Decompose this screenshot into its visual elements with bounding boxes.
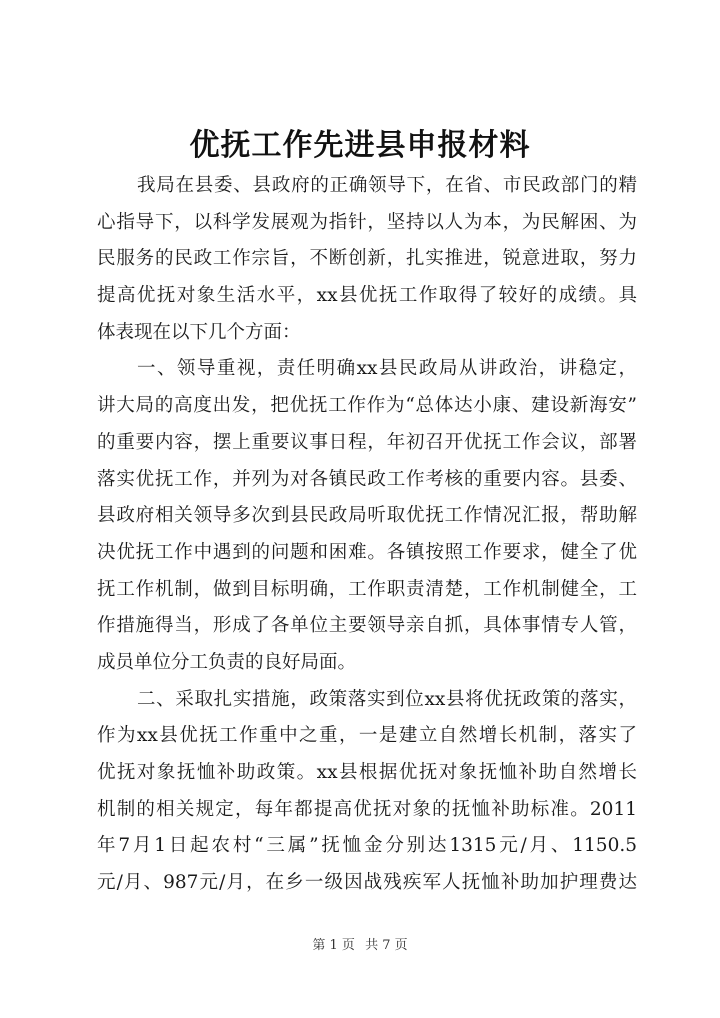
paragraph-line: 县政府相关领导多次到县民政局听取优抚工作情况汇报，帮助解 [97, 505, 637, 527]
paragraph-line: 成员单位分工负责的良好局面。 [97, 651, 357, 673]
paragraph-line: 优抚对象抚恤补助政策。xx县根据优抚对象抚恤补助自然增长 [97, 762, 637, 783]
paragraph-line: 心指导下，以科学发展观为指针，坚持以人为本，为民解困、为 [97, 211, 637, 233]
paragraph-line: 落实优抚工作，并列为对各镇民政工作考核的重要内容。县委、 [97, 468, 637, 490]
paragraph-line: 机制的相关规定，每年都提高优抚对象的抚恤补助标准。2011 [97, 798, 637, 820]
paragraph-line: 决优抚工作中遇到的问题和困难。各镇按照工作要求，健全了优 [97, 541, 637, 563]
page-number: 第 1 页 [312, 938, 355, 953]
paragraph-line: 抚工作机制，做到目标明确，工作职责清楚，工作机制健全，工 [97, 578, 637, 600]
paragraph-line: 年7月1日起农村“三属”抚恤金分别达1315元/月、1150.5 [97, 835, 637, 857]
paragraph-line: 我局在县委、县政府的正确领导下，在省、市民政部门的精 [137, 175, 637, 196]
paragraph-line: 元/月、987元/月，在乡一级因战残疾军人抚恤补助加护理费达 [97, 872, 637, 894]
paragraph-line: 二、采取扎实措施，政策落实到位xx县将优抚政策的落实， [137, 688, 637, 710]
paragraph-line: 体表现在以下几个方面： [97, 321, 301, 343]
paragraph-line: 讲大局的高度出发，把优抚工作作为“总体达小康、建设新海安” [97, 395, 637, 417]
document-body [97, 168, 637, 902]
page-footer [0, 934, 720, 953]
paragraph-line: 一、领导重视，责任明确xx县民政局从讲政治，讲稳定， [137, 358, 637, 380]
page-total: 共 7 页 [365, 938, 408, 953]
paragraph-line: 民服务的民政工作宗旨，不断创新，扎实推进，锐意进取，努力 [97, 248, 637, 270]
paragraph-line: 作为xx县优抚工作重中之重，一是建立自然增长机制，落实了 [97, 725, 637, 747]
page-title: 优抚工作先进县申报材料 [189, 128, 531, 163]
paragraph-line: 作措施得当，形成了各单位主要领导亲自抓，具体事情专人管， [97, 615, 637, 637]
paragraph-line: 的重要内容，摆上重要议事日程，年初召开优抚工作会议，部署 [97, 431, 637, 453]
paragraph-line: 提高优抚对象生活水平，xx县优抚工作取得了较好的成绩。具 [97, 285, 637, 307]
